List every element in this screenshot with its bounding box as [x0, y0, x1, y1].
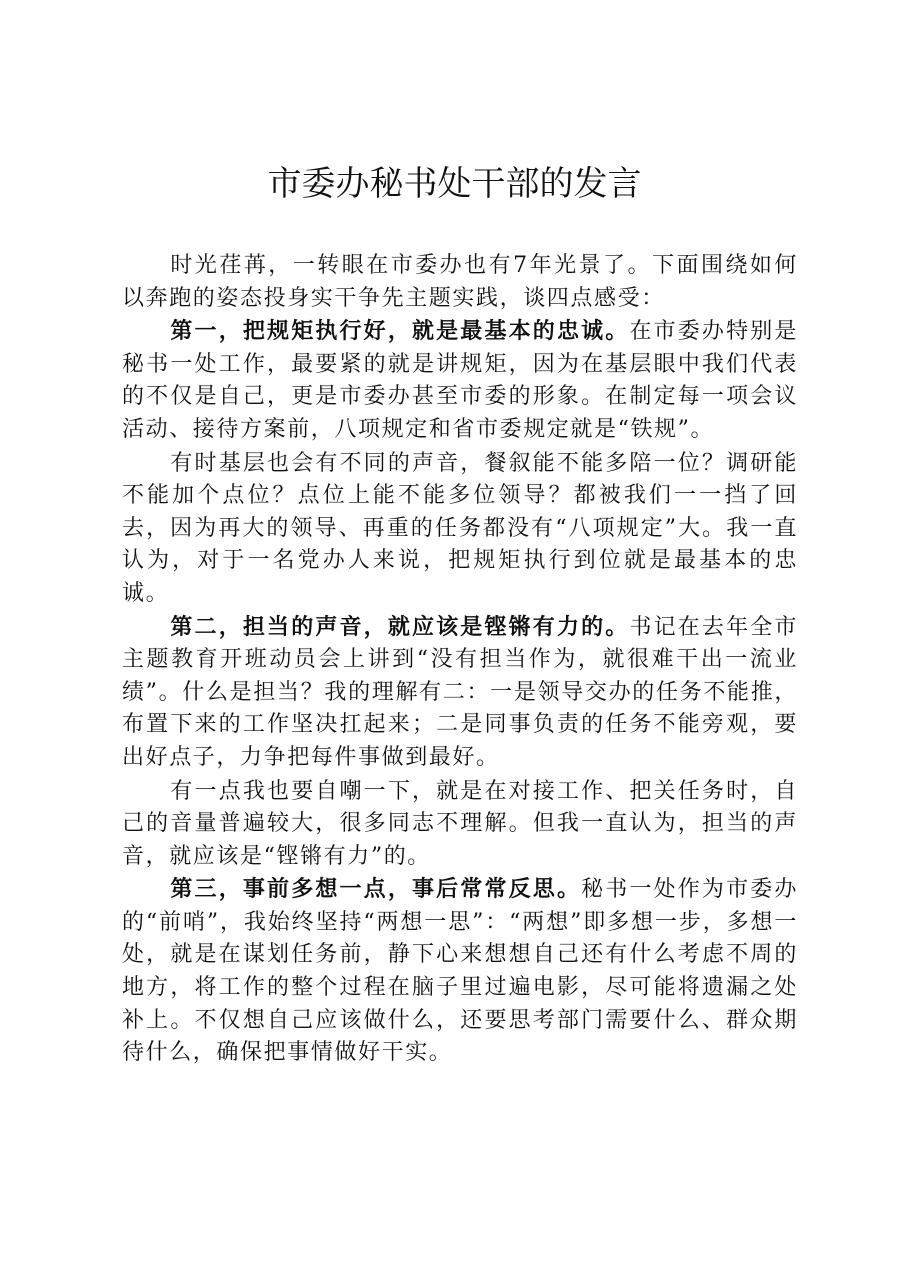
- paragraph-1: [122, 249, 798, 315]
- document-body: [122, 249, 798, 1070]
- paragraph-text: 有一点我也要自嘲一下，就是在对接工作、把关任务时，自己的音量普遍较大，很多同志不理解。但我一直认为，担当的声音，就应该是“铿锵有力”的。: [122, 778, 798, 869]
- paragraph-text: 时光荏苒，一转眼在市委办也有7年光景了。下面围绕如何以奔跑的姿态投身实干争先主题实践，谈四点感受：: [122, 253, 798, 311]
- paragraph-5: [122, 775, 798, 874]
- paragraph-lead: 第一，把规矩执行好，就是最基本的忠诚。: [170, 318, 630, 345]
- paragraph-4: [122, 611, 798, 775]
- paragraph-6: [122, 873, 798, 1070]
- paragraph-text: 有时基层也会有不同的声音，餐叙能不能多陪一位？调研能不能加个点位？点位上能不能多位领导？都被我们一一挡了回去，因为再大的领导、再重的任务都没有“八项规定”大。我一直认为，对于一名党办人来说，把规矩执行到位就是最基本的忠诚。: [122, 450, 798, 606]
- paragraph-3: [122, 447, 798, 611]
- paragraph-2: [122, 315, 798, 446]
- document-title: 市委办秘书处干部的发言: [267, 164, 642, 204]
- paragraph-text: 书记在去年全市主题教育开班动员会上讲到“没有担当作为，就很难干出一流业绩”。什么是担当？我的理解有二：一是领导交办的任务不能推，布置下来的工作坚决扛起来；二是同事负责的任务不能旁观，要出好点子，力争把每件事做到最好。: [122, 614, 798, 770]
- paragraph-text: 在市委办特别是秘书一处工作，最要紧的就是讲规矩，因为在基层眼中我们代表的不仅是自己，更是市委办甚至市委的形象。在制定每一项会议活动、接待方案前，八项规定和省市委规定就是“铁规”。: [122, 319, 798, 442]
- paragraph-text: 秘书一处作为市委办的“前哨”，我始终坚持“两想一思”：“两想”即多想一步，多想一处，就是在谋划任务前，静下心来想想自己还有什么考虑不周的地方，将工作的整个过程在脑子里过遍电影，尽可能将遗漏之处补上。不仅想自己应该做什么，还要思考部门需要什么、群众期待什么，确保把事情做好干实。: [122, 877, 799, 1066]
- paragraph-lead: 第二，担当的声音，就应该是铿锵有力的。: [170, 613, 630, 640]
- paragraph-lead: 第三，事前多想一点，事后常常反思。: [170, 876, 582, 903]
